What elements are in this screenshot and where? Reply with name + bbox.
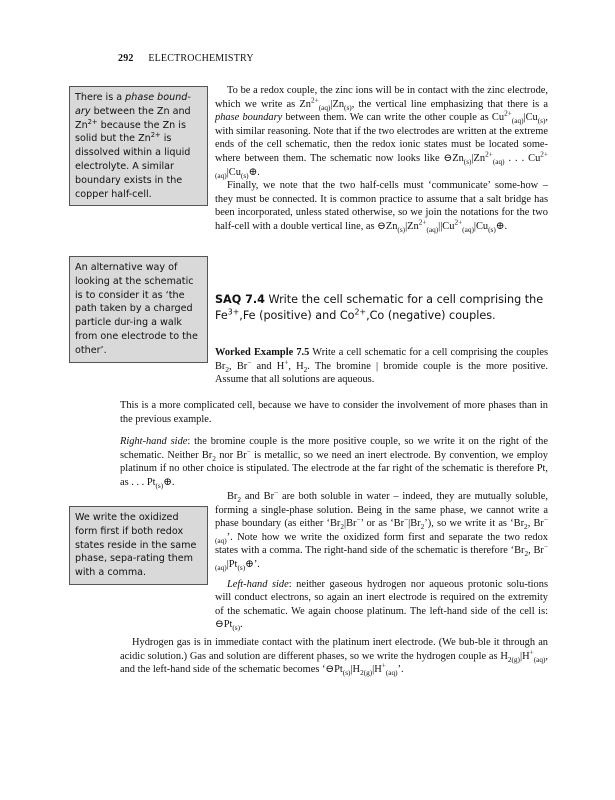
paragraph-hydrogen-gas: Hydrogen gas is in immediate contact with the platinum inert electrode. (We bub-ble it through an acidic solution.) Gas and solution are different phases, so we write the hydrogen couple as $H_{2(g)}|H^+_{(aq)}$, and the left-hand side of the schematic becomes ‘$⊖Pt_{(s)}|H_{2(g)}|H^+_{(aq)}$’.	[120, 637, 548, 678]
paragraph-more-complicated: This is a more complicated cell, because we have to consider the involvement of more phases than in the previous example.	[120, 400, 548, 425]
paragraph-left-hand-side: Left-hand side: neither gaseous hydrogen nor aqueous protonic solu-tions will conduct electrons, so again an inert electrode is required on the extremity of the schematic. We again choose platinum. The left-hand side of the cell is: $⊖Pt_{(s)}$.	[215, 578, 548, 633]
worked-example-7-5: Worked Example 7.5 Write a cell schematic for a cell comprising the couples $Br_2$, Br− and H+, $H_2$. The bromine | bromide couple is the more positive. Assume that all solutions are aqueous.	[215, 347, 549, 386]
paragraph-right-hand-side: Right-hand side: the bromine couple is the more positive couple, so we write it on the right of the schematic. Neither $Br_2$ nor Br− is metallic, so we need an inert electrode. By convention, we employ platinum if no other choice is stipulated. The electrode at the far right of the schematic is therefore Pt, as . . . $Pt_{(s)}\oplus$.	[120, 436, 549, 490]
worked-example-label: Worked Example 7.5	[215, 347, 310, 358]
margin-note-phase-boundary: There is a phase bound-ary between the Zn and $Zn^{2+}$ because the Zn is solid but the $Zn^{2+}$ is dissolved within a liquid electrolyte. A similar boundary exists in the copper half-cell.	[69, 86, 208, 206]
page-number: 292	[118, 53, 134, 64]
margin-note-alternative-view: An alternative way of looking at the schematic is to consider it as ‘the path taken by a charged particle dur-ing a walk from one electrode to the other’.	[69, 256, 208, 363]
paragraph-bromine-solubility: $Br_2$ and Br− are both soluble in water – indeed, they are mutually soluble, forming a single-phase solution. Being in the same phase, we cannot write a phase boundary (as either ‘$Br_2|Br^-$’ or as ‘$Br^-|Br_2$’), so we write it as ‘$Br_2$, $Br^-_{(aq)}$’. Note how we write the oxidized form first and separate the two redox states with a comma. The right-hand side of the schematic is therefore ‘$Br_2$, $Br^-_{(aq)}|Pt_{(s)}\oplus$’. Left-hand side: neither gaseous hydrogen nor aqueous protonic solu-tions will conduct electrons, so again an inert electrode is required on the extremity of the schematic. We again choose platinum. The left-hand side of the cell is: $⊖Pt_{(s)}$.	[215, 488, 548, 633]
paragraph-redox-couple: To be a redox couple, the zinc ions will be in contact with the zinc electrode, which we write as $Zn^{2+}_{(aq)}|Zn_{(s)}$, the vertical line emphasizing that there is a phase boundary between them. We can write the other couple as $Cu^{2+}_{(aq)}|Cu_{(s)}$, with similar reasoning. Note that if the two electrodes are written at the extreme ends of the cell schematic, then the redox ionic states must be located some-where between them. The schematic now looks like $⊖Zn_{(s)}|Zn^{2+}_{(aq)}$ . . . $Cu^{2+}_{(aq)}|Cu_{(s)}\oplus$. Finally, we note that the two half-cells must ‘communicate’ some-how – they must be connected. It is common practice to assume that a salt bridge has been incorporated, unless stated otherwise, so we join the notations for the two half-cell with a double vertical line, as $⊖Zn_{(s)}|Zn^{2+}_{(aq)}||Cu^{2+}_{(aq)}|Cu_{(s)}\oplus$.	[215, 85, 548, 235]
paragraph-salt-bridge: Finally, we note that the two half-cells must ‘communicate’ some-how – they must be connected. It is common practice to assume that a salt bridge has been incorporated, unless stated otherwise, so we join the notations for the two half-cell with a double vertical line, as $⊖Zn_{(s)}|Zn^{2+}_{(aq)}||Cu^{2+}_{(aq)}|Cu_{(s)}\oplus$.	[215, 180, 548, 235]
running-header	[118, 53, 254, 64]
margin-note-oxidized-first: We write the oxidized form first if both redox states reside in the same phase, sepa-rating them with a comma.	[69, 506, 208, 585]
saq-label: SAQ 7.4	[215, 293, 265, 306]
running-title: ELECTROCHEMISTRY	[148, 53, 254, 64]
saq-7-4: SAQ 7.4 Write the cell schematic for a cell comprising the $Fe^{3+},Fe$ (positive) and $Co^{2+},Co$ (negative) couples.	[215, 293, 544, 322]
